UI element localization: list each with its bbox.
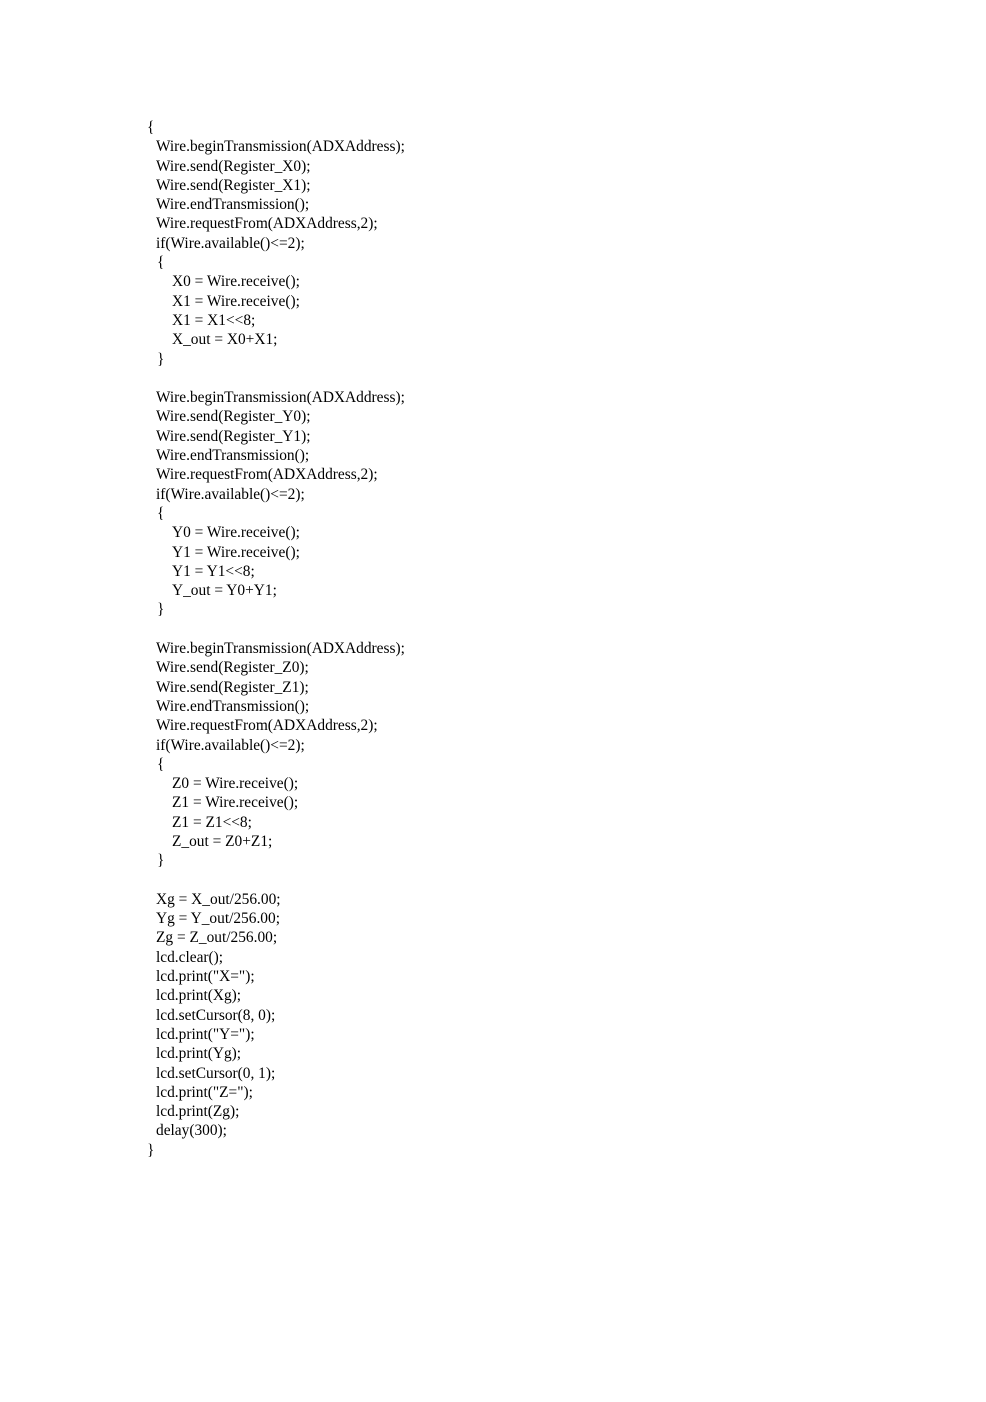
code-line: { bbox=[157, 254, 165, 272]
code-line: X1 = X1<<8; bbox=[172, 311, 256, 329]
code-line: Z1 = Wire.receive(); bbox=[172, 794, 299, 812]
code-line: } bbox=[157, 852, 165, 870]
code-line: { bbox=[157, 755, 165, 773]
code-line: lcd.setCursor(8, 0); bbox=[156, 1006, 276, 1024]
code-line: } bbox=[157, 350, 165, 368]
code-line: Wire.requestFrom(ADXAddress,2); bbox=[156, 215, 378, 233]
code-line: Wire.send(Register_Y0); bbox=[156, 408, 311, 426]
blank-line bbox=[147, 620, 847, 639]
code-line: lcd.print(Xg); bbox=[156, 987, 242, 1005]
code-line: Wire.endTransmission(); bbox=[156, 697, 310, 715]
code-line: X0 = Wire.receive(); bbox=[172, 273, 300, 291]
code-line: Wire.endTransmission(); bbox=[156, 196, 310, 214]
code-line: Y0 = Wire.receive(); bbox=[172, 524, 300, 542]
code-line: if(Wire.available()<=2); bbox=[156, 485, 305, 503]
code-line: } bbox=[147, 1141, 155, 1159]
code-line: lcd.print("X="); bbox=[156, 968, 255, 986]
code-line: { bbox=[157, 504, 165, 522]
code-line: Z_out = Z0+Z1; bbox=[172, 832, 273, 850]
code-line: Y1 = Wire.receive(); bbox=[172, 543, 300, 561]
code-line: lcd.print("Y="); bbox=[156, 1025, 255, 1043]
code-line: X1 = Wire.receive(); bbox=[172, 292, 300, 310]
code-line: Wire.beginTransmission(ADXAddress); bbox=[156, 640, 405, 658]
code-line: Xg = X_out/256.00; bbox=[156, 890, 281, 908]
code-line: lcd.print(Yg); bbox=[156, 1045, 242, 1063]
blank-line bbox=[147, 871, 847, 890]
code-line: lcd.print("Z="); bbox=[156, 1083, 253, 1101]
code-line: Wire.send(Register_Y1); bbox=[156, 427, 311, 445]
code-line: Zg = Z_out/256.00; bbox=[156, 929, 278, 947]
code-line: Y_out = Y0+Y1; bbox=[172, 582, 277, 600]
code-line: lcd.print(Zg); bbox=[156, 1103, 240, 1121]
code-line: Yg = Y_out/256.00; bbox=[156, 910, 280, 928]
code-line: { bbox=[147, 119, 155, 136]
code-line: Z1 = Z1<<8; bbox=[172, 813, 252, 831]
code-line: Wire.send(Register_X0); bbox=[156, 157, 311, 175]
code-line: Wire.send(Register_Z1); bbox=[156, 678, 309, 696]
code-line: Wire.beginTransmission(ADXAddress); bbox=[156, 138, 405, 156]
code-line: Wire.requestFrom(ADXAddress,2); bbox=[156, 717, 378, 735]
code-line: Y1 = Y1<<8; bbox=[172, 562, 255, 580]
code-line: Wire.beginTransmission(ADXAddress); bbox=[156, 389, 405, 407]
code-listing bbox=[147, 118, 847, 1160]
code-line: lcd.setCursor(0, 1); bbox=[156, 1064, 276, 1082]
code-line: Wire.endTransmission(); bbox=[156, 447, 310, 465]
code-line: if(Wire.available()<=2); bbox=[156, 736, 305, 754]
code-line: Wire.requestFrom(ADXAddress,2); bbox=[156, 466, 378, 484]
code-line: Wire.send(Register_Z0); bbox=[156, 659, 309, 677]
code-line: if(Wire.available()<=2); bbox=[156, 234, 305, 252]
code-line: Z0 = Wire.receive(); bbox=[172, 775, 299, 793]
code-line: delay(300); bbox=[156, 1122, 227, 1140]
blank-line bbox=[147, 369, 847, 388]
code-line: lcd.clear(); bbox=[156, 948, 224, 966]
code-line: Wire.send(Register_X1); bbox=[156, 176, 311, 194]
code-line: } bbox=[157, 601, 165, 619]
code-line: X_out = X0+X1; bbox=[172, 331, 278, 349]
